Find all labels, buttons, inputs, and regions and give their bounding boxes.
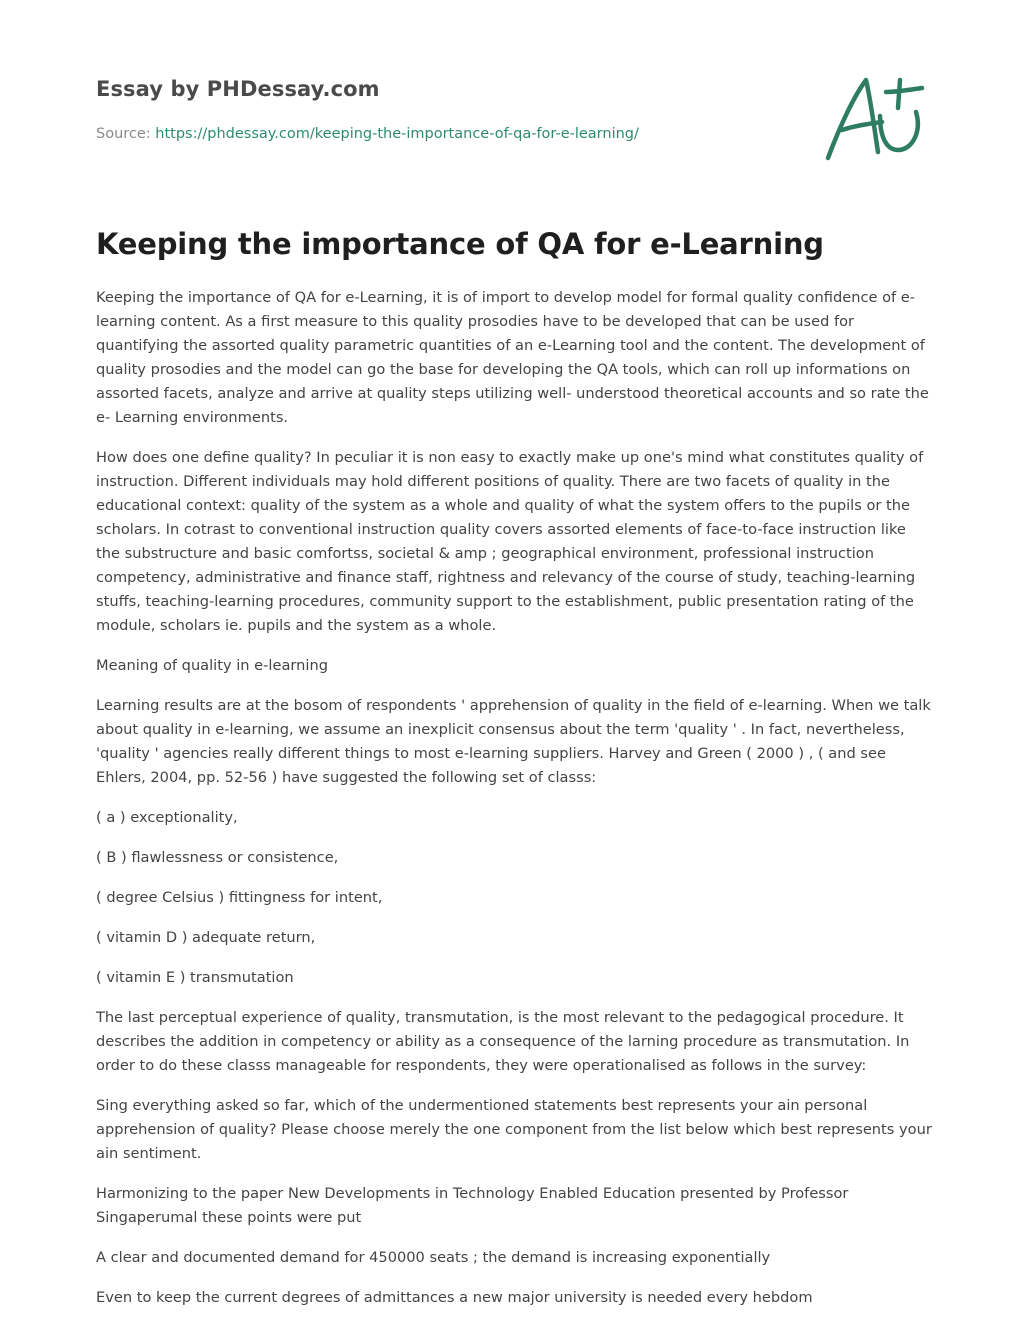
site-title: Essay by PHDessay.com	[96, 77, 380, 101]
article-paragraph: Even to keep the current degrees of admittances a new major university is needed every hebdom	[96, 1289, 813, 1306]
source-line	[96, 124, 796, 144]
article-paragraph: How does one define quality? In peculiar it is non easy to exactly make up one's mind what constitutes quality of instruction. Different individuals may hold different positions of quality. There are two facets of quality in the educational context: quality of the system as a whole and quality of what the system offers to the pupils or the scholars. In cotrast to conventional instruction quality covers assorted elements of face-to-face instruction like the substructure and basic comfortss, societal & amp ; geographical environment, professional instruction competency, administrative and finance staff, rightness and relevancy of the course of study, teaching-learning stuffs, teaching-learning procedures, community support to the establishment, public presentation rating of the module, scholars ie. pupils and the system as a whole.	[96, 449, 924, 634]
article-title: Keeping the importance of QA for e-Learning	[96, 227, 824, 261]
list-item: ( B ) flawlessness or consistence,	[96, 849, 339, 866]
section-heading: Meaning of quality in e-learning	[96, 657, 328, 674]
list-item: ( vitamin E ) transmutation	[96, 969, 294, 986]
essay-header	[96, 74, 796, 144]
list-item: ( vitamin D ) adequate return,	[96, 929, 316, 946]
article-paragraph: Keeping the importance of QA for e-Learning, it is of import to develop model for formal quality confidence of e-learning content. As a first measure to this quality prosodies have to be developed that can be used for quantifying the assorted quality parametric quantities of an e-Learning tool and the content. The development of quality prosodies and the model can go the base for developing the QA tools, which can roll up informations on assorted facets, analyze and arrive at quality steps utilizing well- understood theoretical accounts and so rate the e- Learning environments.	[96, 289, 929, 426]
a-plus-logo-icon	[820, 66, 930, 166]
article-paragraph: Harmonizing to the paper New Developments in Technology Enabled Education presented by Professor Singaperumal these points were put	[96, 1185, 849, 1226]
source-link[interactable]: https://phdessay.com/keeping-the-importance-of-qa-for-e-learning/	[155, 126, 639, 142]
source-label: Source:	[96, 126, 156, 142]
article-paragraph: Learning results are at the bosom of respondents ' apprehension of quality in the field of e-learning. When we talk about quality in e-learning, we assume an inexplicit consensus about the term 'quality ' . In fact, nevertheless, 'quality ' agencies really different things to most e-learning suppliers. Harvey and Green ( 2000 ) , ( and see Ehlers, 2004, pp. 52-56 ) have suggested the following set of classs:	[96, 697, 931, 786]
list-item: ( a ) exceptionality,	[96, 809, 238, 826]
essay-article	[96, 224, 934, 1326]
article-paragraph: A clear and documented demand for 450000 seats ; the demand is increasing exponentially	[96, 1249, 771, 1266]
list-item: ( degree Celsius ) fittingness for intent,	[96, 889, 383, 906]
article-paragraph: Sing everything asked so far, which of the undermentioned statements best represents your ain personal apprehension of quality? Please choose merely the one component from the list below which best represents your ain sentiment.	[96, 1097, 932, 1162]
article-paragraph: The last perceptual experience of quality, transmutation, is the most relevant to the pedagogical procedure. It describes the addition in competency or ability as a consequence of the larning procedure as transmutation. In order to do these classs manageable for respondents, they were operationalised as follows in the survey:	[96, 1009, 910, 1074]
